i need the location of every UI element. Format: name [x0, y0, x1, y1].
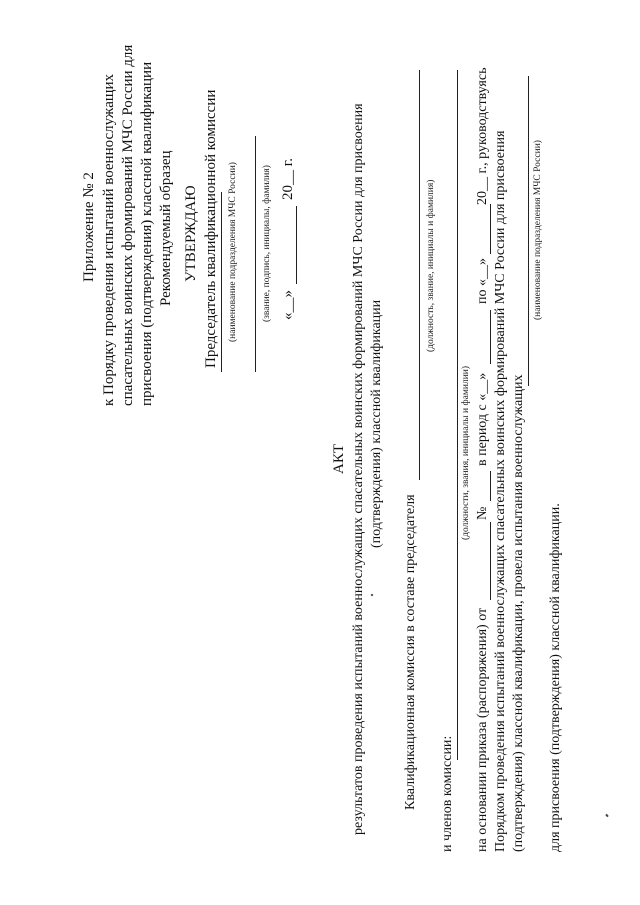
- approval-date-month-line: [296, 206, 297, 284]
- approval-date-year: 20__ г.: [280, 158, 296, 200]
- order-number-line: [490, 471, 491, 501]
- approval-date-day: «__»: [280, 290, 296, 320]
- sample-note: Рекомендуемый образец: [158, 150, 174, 306]
- period-from-line: [490, 310, 491, 364]
- order-date-line: [490, 522, 491, 600]
- chair-line: [419, 70, 420, 480]
- annex-number: Приложение № 2: [81, 172, 97, 282]
- scan-speck: [605, 814, 608, 818]
- members-line: [457, 70, 458, 760]
- annex-line-1: к Порядку проведения испытаний военнослужащих: [101, 73, 117, 406]
- period-to-line: [490, 204, 491, 254]
- order-number-sign: №: [475, 506, 490, 520]
- signature-line: [255, 136, 256, 372]
- period-year: 20__ г., руководствуясь: [475, 67, 490, 205]
- chairman-title: Председатель квалификационной комиссии: [203, 89, 219, 368]
- commission-label: Квалификационная комиссия в составе председателя: [403, 494, 418, 810]
- act-title-line-1: результатов проведения испытаний военнослужащих спасательных воинских формирований МЧС России для присвоения: [351, 103, 366, 835]
- approve-heading: УТВЕРЖДАЮ: [183, 185, 199, 282]
- signature-caption: (звание, подпись, инициалы, фамилия): [262, 165, 272, 322]
- annex-line-3: присвоения (подтверждения) классной квалификации: [139, 61, 155, 406]
- members-caption: (должности, звания, инициалы и фамилии): [461, 365, 471, 540]
- order-prefix: на основании приказа (распоряжения) от: [475, 607, 490, 852]
- period-to: по «__»: [475, 258, 490, 304]
- guided-line: Порядком проведения испытаний военнослужащих спасательных воинских формирований МЧС России для присвоения: [493, 130, 508, 852]
- scan-speck: [371, 594, 374, 597]
- unit-line: [221, 192, 222, 372]
- act-title-line-2: (подтверждения) классной квалификации: [369, 299, 384, 548]
- final-line: для присвоения (подтверждения) классной квалификации.: [548, 503, 563, 852]
- unit-caption: (наименование подразделения МЧС России): [228, 162, 238, 342]
- act-title: АКТ: [331, 444, 347, 474]
- body-unit-caption: (наименование подразделения МЧС России): [533, 140, 543, 320]
- members-label: и членов комиссии:: [440, 735, 455, 852]
- period-from: в период с «__»: [475, 372, 490, 466]
- trial-line: (подтверждения) классной квалификации, провела испытания военнослужащих: [511, 374, 526, 852]
- chair-caption: (должность, звание, инициалы и фамилия): [426, 179, 436, 352]
- unit-servicemen-line: [528, 76, 529, 386]
- annex-line-2: спасательных воинских формирований МЧС России для: [120, 44, 136, 406]
